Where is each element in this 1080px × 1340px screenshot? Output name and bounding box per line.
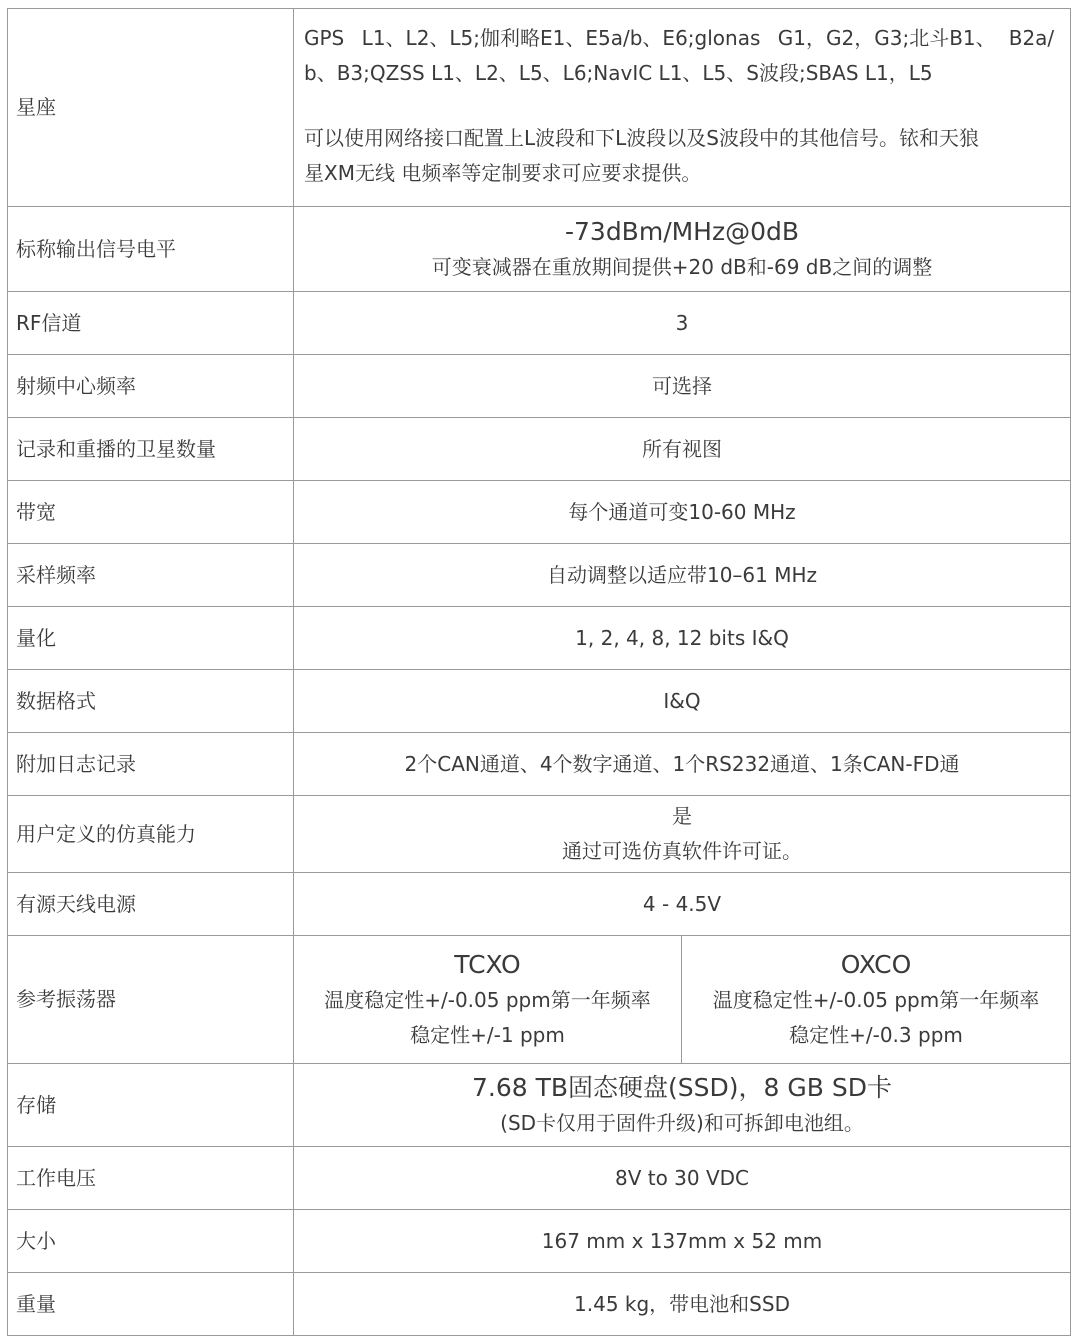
output-level-sub: 可变衰减器在重放期间提供+20 dB和-69 dB之间的调整	[431, 254, 933, 279]
row-label: 星座	[8, 9, 294, 207]
row-storage	[8, 1064, 1071, 1147]
row-value: 167 mm x 137mm x 52 mm	[294, 1210, 1071, 1273]
row-value: 可选择	[294, 355, 1071, 418]
spec-table	[7, 8, 1071, 1336]
row-value: 2个CAN通道、4个数字通道、1个RS232通道、1条CAN-FD通	[294, 733, 1071, 796]
tcxo-cell	[294, 936, 682, 1064]
constellation-line-4: 星XM无线 电频率等定制要求可应要求提供。	[304, 161, 702, 185]
row-label: RF信道	[8, 292, 294, 355]
row-weight	[8, 1273, 1071, 1336]
row-value	[294, 796, 1071, 873]
row-value: I&Q	[294, 670, 1071, 733]
row-label: 带宽	[8, 481, 294, 544]
row-label: 记录和重播的卫星数量	[8, 418, 294, 481]
row-label: 参考振荡器	[8, 936, 294, 1064]
row-size	[8, 1210, 1071, 1273]
row-value: 1.45 kg，带电池和SSD	[294, 1273, 1071, 1336]
oxco-title: OXCO	[840, 949, 912, 979]
row-sampling	[8, 544, 1071, 607]
constellation-line-2: b、B3;QZSS L1、L2、L5、L6;NavIC L1、L5、S波段;SBAS L1，L5	[304, 61, 933, 85]
row-value	[294, 1064, 1071, 1147]
row-voltage	[8, 1147, 1071, 1210]
oxco-line-1: 温度稳定性+/-0.05 ppm第一年频率	[712, 987, 1040, 1012]
tcxo-line-1: 温度稳定性+/-0.05 ppm第一年频率	[324, 987, 651, 1012]
storage-sub: (SD卡仅用于固件升级)和可拆卸电池组。	[500, 1110, 864, 1135]
row-label: 标称输出信号电平	[8, 207, 294, 292]
row-value: 每个通道可变10-60 MHz	[294, 481, 1071, 544]
row-value: 8V to 30 VDC	[294, 1147, 1071, 1210]
row-value: 所有视图	[294, 418, 1071, 481]
row-label: 数据格式	[8, 670, 294, 733]
output-level-main: -73dBm/MHz@0dB	[564, 216, 800, 246]
user-sim-line-2: 通过可选仿真软件许可证。	[562, 839, 802, 863]
constellation-line-3: 可以使用网络接口配置上L波段和下L波段以及S波段中的其他信号。铱和天狼	[304, 126, 979, 150]
row-user-sim	[8, 796, 1071, 873]
row-label: 大小	[8, 1210, 294, 1273]
row-label: 附加日志记录	[8, 733, 294, 796]
row-label: 采样频率	[8, 544, 294, 607]
row-rf-center	[8, 355, 1071, 418]
user-sim-line-1: 是	[672, 804, 692, 828]
row-label: 有源天线电源	[8, 873, 294, 936]
row-constellation	[8, 9, 1071, 207]
row-label: 存储	[8, 1064, 294, 1147]
row-label: 工作电压	[8, 1147, 294, 1210]
row-label: 量化	[8, 607, 294, 670]
row-aux-logging	[8, 733, 1071, 796]
row-label: 用户定义的仿真能力	[8, 796, 294, 873]
tcxo-title: TCXO	[454, 949, 521, 979]
row-oscillator	[8, 936, 1071, 1064]
storage-main: 7.68 TB固态硬盘(SSD)，8 GB SD卡	[472, 1072, 892, 1102]
row-value: 4 - 4.5V	[294, 873, 1071, 936]
constellation-line-1: GPS L1、L2、L5;伽利略E1、E5a/b、E6;glonas G1，G2，G3;北斗B1、 B2a/	[304, 26, 1055, 50]
row-value: 3	[294, 292, 1071, 355]
spacer	[304, 91, 1062, 121]
row-label: 重量	[8, 1273, 294, 1336]
row-output-level	[8, 207, 1071, 292]
row-quantization	[8, 607, 1071, 670]
row-rf-channels	[8, 292, 1071, 355]
row-satellites	[8, 418, 1071, 481]
row-label: 射频中心频率	[8, 355, 294, 418]
tcxo-line-2: 稳定性+/-1 ppm	[410, 1022, 565, 1047]
oxco-line-2: 稳定性+/-0.3 ppm	[789, 1022, 963, 1047]
row-value: 自动调整以适应带10–61 MHz	[294, 544, 1071, 607]
row-value	[294, 207, 1071, 292]
oxco-cell	[682, 936, 1071, 1064]
row-antenna-power	[8, 873, 1071, 936]
row-bandwidth	[8, 481, 1071, 544]
row-data-format	[8, 670, 1071, 733]
row-value: 1, 2, 4, 8, 12 bits I&Q	[294, 607, 1071, 670]
row-value	[294, 9, 1071, 207]
